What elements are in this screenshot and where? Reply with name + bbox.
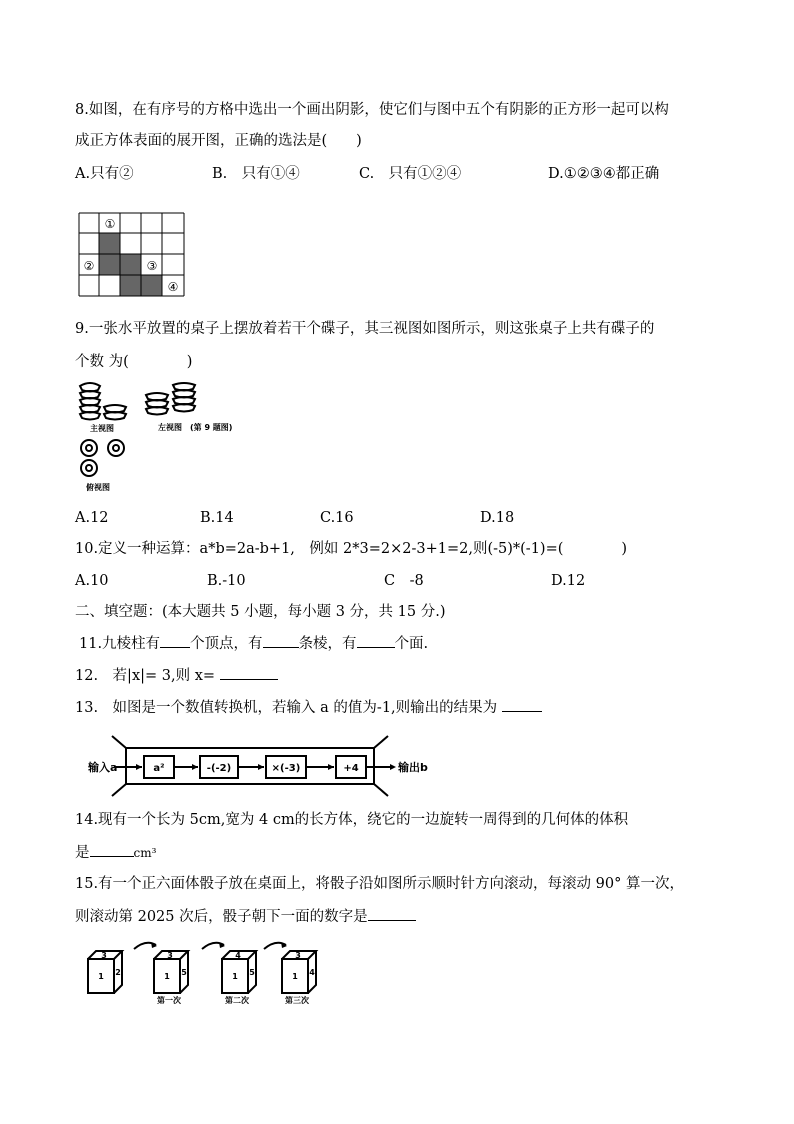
figure-caption: (第 9 题图) xyxy=(190,423,233,432)
grid-label-1: ① xyxy=(104,217,116,231)
q9-three-views-figure xyxy=(76,378,276,498)
q15-text: 则滚动第 2025 次后，骰子朝下一面的数字是 xyxy=(75,909,368,925)
q11-line xyxy=(79,633,428,654)
q13-line xyxy=(75,697,542,718)
output-label: 输出b xyxy=(398,761,428,774)
left-view-stack-right xyxy=(173,383,195,412)
grid-label-4: ④ xyxy=(167,280,179,294)
die-4-side: 4 xyxy=(309,968,315,977)
top-view-label: 俯视图 xyxy=(86,483,110,492)
die-1-top: 3 xyxy=(101,951,107,960)
q11-blank-faces[interactable] xyxy=(357,633,395,648)
die-3-front: 1 xyxy=(232,972,238,981)
q11-text-4: 个面. xyxy=(394,636,429,652)
grid-label-3: ③ xyxy=(146,259,158,273)
q11-text-2: 个顶点，有 xyxy=(190,636,263,652)
q13-text: 13. 如图是一个数值转换机，若输入 a 的值为-1,则输出的结果为 xyxy=(75,700,502,716)
q9-line1: 9.一张水平放置的桌子上摆放着若干个碟子，其三视图如图所示，则这张桌子上共有碟子的 xyxy=(75,321,655,337)
q14-line2 xyxy=(75,842,156,863)
q8-option-a: A.只有② xyxy=(75,166,134,182)
step-label-1: a² xyxy=(153,763,165,774)
q8-option-c: C. 只有①②④ xyxy=(359,166,462,182)
step-label-3: ×(-3) xyxy=(271,763,301,774)
shaded-cell xyxy=(99,254,120,275)
front-view-label: 主视图 xyxy=(90,424,114,433)
die-2-front: 1 xyxy=(164,972,170,981)
die-2-top: 3 xyxy=(167,951,173,960)
q12-text: 12. 若|x|= 3,则 x= xyxy=(75,668,220,684)
die-3-top: 4 xyxy=(235,951,241,960)
caption-roll-1: 第一次 xyxy=(157,996,181,1005)
q11-blank-vertices[interactable] xyxy=(160,633,190,648)
q10-option-a: A.10 xyxy=(75,573,109,589)
grid-label-2: ② xyxy=(83,259,95,273)
frame-bottom xyxy=(112,784,388,796)
die-4-front: 1 xyxy=(292,972,298,981)
q9-option-a: A.12 xyxy=(75,510,109,526)
step-label-4: +4 xyxy=(343,763,359,774)
shaded-cell xyxy=(141,275,162,296)
q15-dice-figure xyxy=(82,935,342,1007)
input-label: 输入a xyxy=(88,761,118,774)
top-view-circles xyxy=(81,440,124,476)
shaded-cell xyxy=(99,233,120,254)
q11-text-1: 11.九棱柱有 xyxy=(79,636,161,652)
die-1-front: 1 xyxy=(98,972,104,981)
q14-unit: cm³ xyxy=(133,846,157,860)
left-view-stack-left xyxy=(146,393,168,415)
q10-option-b: B.-10 xyxy=(207,573,246,589)
shaded-cell xyxy=(120,275,141,296)
q9-option-b: B.14 xyxy=(200,510,234,526)
die-1-side: 2 xyxy=(115,968,121,977)
q14-text: 是 xyxy=(75,845,90,861)
q14-line1: 14.现有一个长为 5cm,宽为 4 cm的长方体，绕它的一边旋转一周得到的几何体的体积 xyxy=(75,812,629,828)
q8-line1: 8.如图，在有序号的方格中选出一个画出阴影，使它们与图中五个有阴影的正方形一起可以构 xyxy=(75,102,669,118)
q15-blank[interactable] xyxy=(368,906,416,921)
q10-option-c: C -8 xyxy=(384,573,424,589)
step-label-2: -(-2) xyxy=(206,763,232,774)
shaded-cell xyxy=(120,254,141,275)
caption-roll-3: 第三次 xyxy=(285,996,309,1005)
q9-option-d: D.18 xyxy=(480,510,515,526)
q11-blank-edges[interactable] xyxy=(263,633,299,648)
q8-option-b: B. 只有①④ xyxy=(212,166,300,182)
q12-blank[interactable] xyxy=(220,665,278,680)
q10-option-d: D.12 xyxy=(551,573,586,589)
left-view-label: 左视图 xyxy=(158,423,182,432)
q9-line2: 个数 为( ) xyxy=(75,354,193,370)
section-2-heading: 二、填空题：(本大题共 5 小题，每小题 3 分，共 15 分.) xyxy=(75,604,446,620)
q10-line: 10.定义一种运算：a*b=2a-b+1, 例如 2*3=2×2-3+1=2,则(-5)*(-1)=( ) xyxy=(75,541,628,557)
q9-option-c: C.16 xyxy=(320,510,354,526)
die-4-top: 3 xyxy=(295,951,301,960)
front-view-stack-right xyxy=(104,405,126,420)
q8-line2: 成正方体表面的展开图，正确的选法是( ) xyxy=(75,133,362,149)
die-2-side: 5 xyxy=(181,968,187,977)
q14-blank[interactable] xyxy=(90,842,134,857)
q15-line1: 15.有一个正六面体骰子放在桌面上，将骰子沿如图所示顺时针方向滚动，每滚动 90° 算一次， xyxy=(75,876,684,892)
q8-grid-figure xyxy=(78,212,188,300)
caption-roll-2: 第二次 xyxy=(225,996,249,1005)
q11-text-3: 条棱，有 xyxy=(298,636,357,652)
q13-converter-figure xyxy=(84,730,444,802)
q12-line xyxy=(75,665,278,686)
die-3-side: 5 xyxy=(249,968,255,977)
front-view-stack-left xyxy=(80,383,100,420)
frame-top xyxy=(112,736,388,748)
q13-blank[interactable] xyxy=(502,697,542,712)
q8-option-d: D.①②③④都正确 xyxy=(548,166,660,182)
q15-line2 xyxy=(75,906,416,927)
